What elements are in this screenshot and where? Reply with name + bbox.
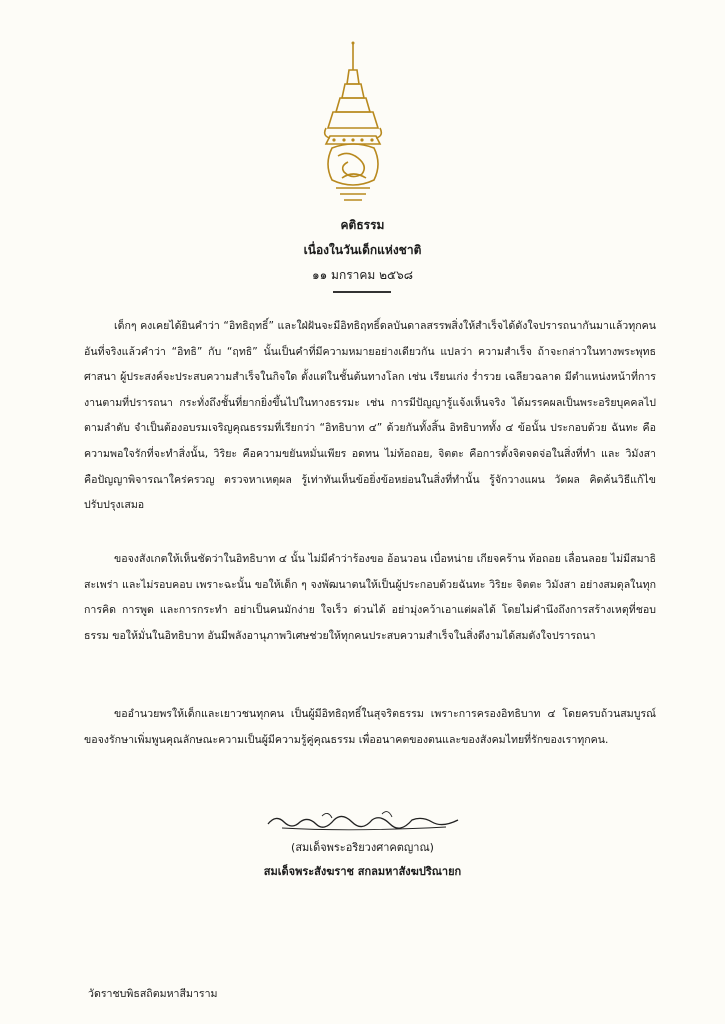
title-divider [333,291,391,293]
paragraph-2 [84,547,656,649]
footer-location: วัดราชบพิธสถิตมหาสีมาราม [88,988,218,1000]
paragraph-2-text: ขอจงสังเกตให้เห็นชัดว่าในอิทธิบาท ๔ นั้น ไม่มีคำว่าร้องขอ อ้อนวอน เบื่อหน่าย เกียจคร้าน ท้อถอย เลื่อนลอย ไม่มีสมาธิ สะเพร่า และไม่รอบคอบ เพราะฉะนั้น ขอให้เด็ก ๆ จงพัฒนาตนให้เป็นผู้ประกอบด้วยฉันทะ วิริยะ จิตตะ วิมังสา อย่างสมดุลในทุกการคิด การพูด และการกระทำ อย่าเป็นคนมักง่าย ใจเร็ว ด่วนได้ อย่ามุ่งคว้าเอาแต่ผลได้ โดยไม่คำนึงถึงการสร้างเหตุที่ชอบธรรม ขอให้มั่นในอิทธิบาท อันมีพลังอานุภาพวิเศษช่วยให้ทุกคนประสบความสำเร็จในสิ่งดีงามได้สมดังใจปรารถนา [84,553,656,642]
paragraph-3 [84,702,656,753]
document-title: คติธรรม [340,218,385,232]
signatory-title: สมเด็จพระสังฆราช สกลมหาสังฆปริณายก [263,865,462,878]
document-date: ๑๑ มกราคม ๒๕๖๘ [311,268,414,282]
paragraph-1-text: เด็กๆ คงเคยได้ยินคำว่า “อิทธิฤทธิ์” และใฝ่ฝันจะมีอิทธิฤทธิ์ดลบันดาลสรรพสิ่งให้สำเร็จได้ดังใจปรารถนากันมาแล้วทุกคน อันที่จริงแล้วคำว่า “อิทธิ” กับ “ฤทธิ” นั้นเป็นคำที่มีความหมายอย่างเดียวกัน แปลว่า ความสำเร็จ ถ้าจะกล่าวในทางพระพุทธศาสนา ผู้ประสงค์จะประสบความสำเร็จในกิจใด ตั้งแต่ในชั้นต้นทางโลก เช่น เรียนเก่ง ร่ำรวย เฉลียวฉลาด มีตำแหน่งหน้าที่การงานตามที่ปรารถนา กระทั่งถึงชั้นที่ยากยิ่งขึ้นไปในทางธรรมะ เช่น การมีปัญญารู้แจ้งเห็นจริง ได้มรรคผลเป็นพระอริยบุคคลไปตามลำดับ จำเป็นต้องอบรมเจริญคุณธรรมที่เรียกว่า “อิทธิบาท ๔” ด้วยกันทั้งสิ้น อิทธิบาททั้ง ๔ ข้อนั้น ประกอบด้วย ฉันทะ คือความพอใจรักที่จะทำสิ่งนั้น, วิริยะ คือความขยันหมั่นเพียร อดทน ไม่ท้อถอย, จิตตะ คือการตั้งจิตจดจ่อในสิ่งที่ทำ และ วิมังสา คือปัญญาพิจารณาใคร่ครวญ ตรวจหาเหตุผล รู้เท่าทันเห็นข้อยิ่งข้อหย่อนในสิ่งที่ทำนั้น รู้จักวางแผน วัดผล คิดค้นวิธีแก้ไขปรับปรุงเสมอ [84,320,656,512]
paragraph-3-text: ขออำนวยพรให้เด็กและเยาวชนทุกคน เป็นผู้มีอิทธิฤทธิ์ในสุจริตธรรม เพราะการครองอิทธิบาท ๔ โดยครบถ้วนสมบูรณ์ ขอจงรักษาเพิ่มพูนคุณลักษณะความเป็นผู้มีความรู้คู่คุณธรรม เพื่ออนาคตของตนและของสังคมไทยที่รักของเราทุกคน. [84,708,656,746]
handwritten-signature [262,808,462,834]
paragraph-1 [84,314,656,519]
royal-crown-emblem-icon [318,40,388,210]
signatory-name: (สมเด็จพระอริยวงศาคตญาณ) [291,841,434,854]
document-subtitle: เนื่องในวันเด็กแห่งชาติ [303,243,422,257]
